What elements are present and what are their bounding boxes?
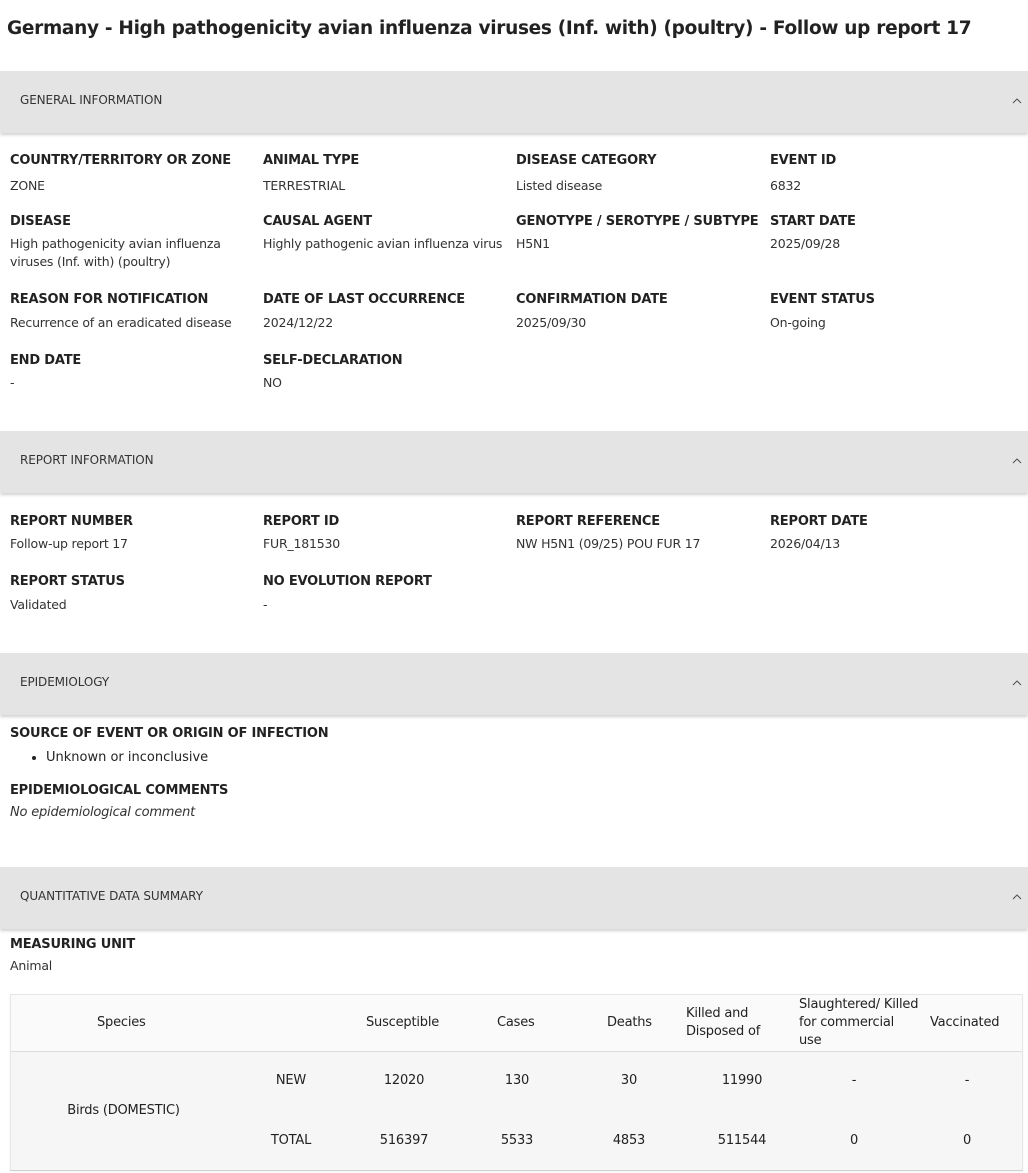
field-value: 2025/09/30 <box>516 315 587 330</box>
field-label: DISEASE CATEGORY <box>516 153 657 168</box>
cell-vaccinated: 0 <box>962 1133 972 1148</box>
section-header-quantitative[interactable] <box>0 867 1028 929</box>
field-value: On-going <box>770 315 826 330</box>
cell-slaughtered: 0 <box>849 1133 859 1148</box>
cell-cases: 5533 <box>500 1133 534 1148</box>
quantitative-table <box>10 994 1023 1171</box>
field-disease-category <box>516 153 761 195</box>
cell-vaccinated: - <box>964 1073 970 1088</box>
field-report-id <box>263 514 508 553</box>
field-label: MEASURING UNIT <box>10 937 136 952</box>
field-value: Follow-up report 17 <box>10 536 128 551</box>
field-value: - <box>10 375 15 390</box>
field-label: EVENT ID <box>770 153 837 168</box>
field-value: 6832 <box>770 178 802 193</box>
column-header-cases: Cases <box>497 1015 535 1030</box>
cell-killed: 511544 <box>717 1133 767 1148</box>
field-label: END DATE <box>10 353 82 368</box>
field-label: CONFIRMATION DATE <box>516 292 668 307</box>
section-header-general[interactable] <box>0 71 1028 133</box>
column-header-deaths: Deaths <box>607 1015 652 1030</box>
field-label: NO EVOLUTION REPORT <box>263 574 432 589</box>
column-header-killed: Killed and Disposed of <box>686 1006 761 1039</box>
field-confirmation-date <box>516 292 761 332</box>
field-label: REASON FOR NOTIFICATION <box>10 292 209 307</box>
chevron-up-icon[interactable] <box>1012 678 1022 688</box>
table-body <box>11 1052 1022 1170</box>
cell-row-type: TOTAL <box>270 1133 312 1148</box>
field-label: GENOTYPE / SEROTYPE / SUBTYPE <box>516 214 759 229</box>
field-end-date <box>10 353 255 392</box>
field-value: NW H5N1 (09/25) POU FUR 17 <box>516 536 701 551</box>
section-title: REPORT INFORMATION <box>20 453 154 467</box>
section-title: EPIDEMIOLOGY <box>20 675 110 689</box>
column-header-vaccinated: Vaccinated <box>930 1015 1000 1030</box>
field-label: SELF-DECLARATION <box>263 353 403 368</box>
field-no-evolution <box>263 574 508 614</box>
field-value: - <box>263 597 268 612</box>
field-event-id <box>770 153 1015 195</box>
field-label: COUNTRY/TERRITORY OR ZONE <box>10 153 231 168</box>
field-label: DISEASE <box>10 214 71 229</box>
chevron-up-icon[interactable] <box>1012 456 1022 466</box>
field-value: NO <box>263 375 282 390</box>
field-label: DATE OF LAST OCCURRENCE <box>263 292 465 307</box>
field-value: 2026/04/13 <box>770 536 841 551</box>
field-report-reference <box>516 514 761 553</box>
field-value: ZONE <box>10 178 45 193</box>
section-title: GENERAL INFORMATION <box>20 93 163 107</box>
field-label: START DATE <box>770 214 856 229</box>
field-report-status <box>10 574 255 614</box>
column-header-species: Species <box>97 1015 146 1030</box>
field-self-declaration <box>263 353 508 392</box>
field-report-date <box>770 514 1015 553</box>
field-value: High pathogenicity avian influenza viruses (Inf. with) (poultry) <box>10 236 221 269</box>
field-label: REPORT ID <box>263 514 340 529</box>
field-label: REPORT REFERENCE <box>516 514 660 529</box>
table-header <box>11 995 1022 1052</box>
field-label: ANIMAL TYPE <box>263 153 360 168</box>
cell-deaths: 4853 <box>612 1133 646 1148</box>
field-value: Listed disease <box>516 178 603 193</box>
field-label: REPORT NUMBER <box>10 514 133 529</box>
column-header-slaughtered: Slaughtered/ Killed for commercial use <box>799 997 919 1048</box>
cell-killed: 11990 <box>721 1073 763 1088</box>
section-header-report[interactable] <box>0 431 1028 493</box>
field-value: No epidemiological comment <box>10 805 196 820</box>
field-value: 2024/12/22 <box>263 315 334 330</box>
field-epi-comments <box>10 783 510 822</box>
field-reason <box>10 292 255 332</box>
field-value: Animal <box>10 958 53 973</box>
field-measuring-unit <box>10 937 255 975</box>
field-report-number <box>10 514 255 553</box>
chevron-up-icon[interactable] <box>1012 96 1022 106</box>
chevron-up-icon[interactable] <box>1012 892 1022 902</box>
field-start-date <box>770 214 1015 253</box>
cell-row-type: NEW <box>275 1073 307 1088</box>
field-value: TERRESTRIAL <box>263 178 346 193</box>
field-animal-type <box>263 153 508 195</box>
field-value: Recurrence of an eradicated disease <box>10 315 232 330</box>
field-label: SOURCE OF EVENT OR ORIGIN OF INFECTION <box>10 726 329 741</box>
section-title: QUANTITATIVE DATA SUMMARY <box>20 889 203 903</box>
field-label: REPORT DATE <box>770 514 868 529</box>
field-event-status <box>770 292 1015 332</box>
list-item: • Unknown or inconclusive <box>46 750 208 765</box>
section-header-epidemiology[interactable] <box>0 653 1028 715</box>
field-value: 2025/09/28 <box>770 236 841 251</box>
field-country <box>10 153 255 195</box>
column-header-susceptible: Susceptible <box>366 1015 440 1030</box>
field-label: CAUSAL AGENT <box>263 214 372 229</box>
field-value: FUR_181530 <box>263 536 340 551</box>
cell-slaughtered: - <box>851 1073 857 1088</box>
cell-deaths: 30 <box>620 1073 638 1088</box>
cell-species: Birds (DOMESTIC) <box>67 1103 180 1118</box>
field-value: Validated <box>10 597 67 612</box>
field-label: EVENT STATUS <box>770 292 875 307</box>
cell-cases: 130 <box>504 1073 530 1088</box>
source-list <box>32 750 208 765</box>
field-causal-agent <box>263 214 508 253</box>
field-genotype <box>516 214 761 253</box>
page-title: Germany - High pathogenicity avian influenza viruses (Inf. with) (poultry) - Follow up report 17 <box>7 18 972 39</box>
field-value: Highly pathogenic avian influenza virus <box>263 236 503 251</box>
field-label: EPIDEMIOLOGICAL COMMENTS <box>10 783 229 798</box>
field-label: REPORT STATUS <box>10 574 125 589</box>
field-last-occurrence <box>263 292 508 332</box>
field-disease <box>10 214 255 271</box>
cell-susceptible: 516397 <box>379 1133 429 1148</box>
cell-susceptible: 12020 <box>383 1073 425 1088</box>
field-source-of-event <box>10 726 510 741</box>
field-value: H5N1 <box>516 236 550 251</box>
